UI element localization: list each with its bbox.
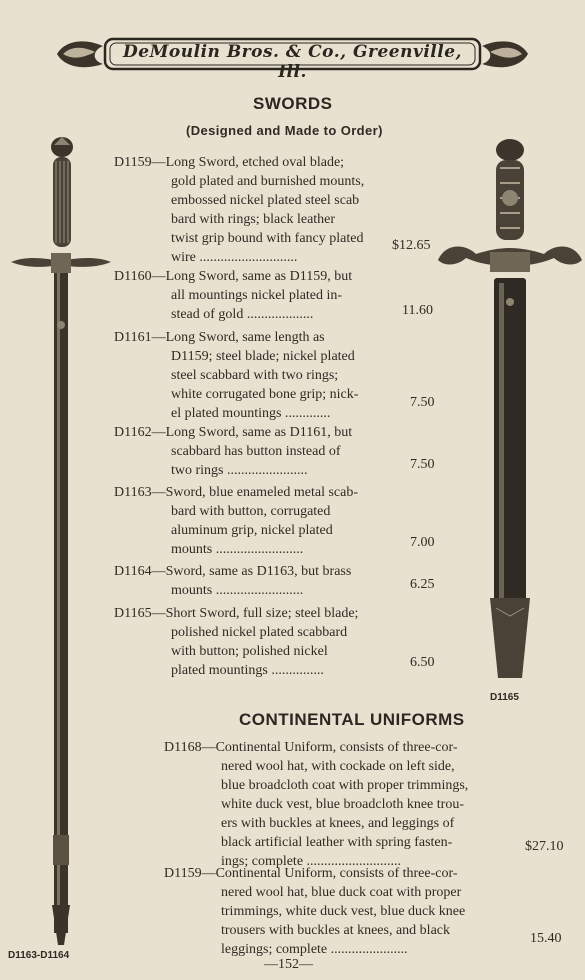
caption-right-sword: D1165 <box>490 692 519 703</box>
price-D1168: $27.10 <box>525 839 564 854</box>
price-D1164: 6.25 <box>410 577 435 592</box>
uniforms-heading: CONTINENTAL UNIFORMS <box>239 710 465 729</box>
short-sword-illustration <box>436 138 584 693</box>
swords-heading: SWORDS <box>253 94 333 113</box>
entry-D1164: D1164—Sword, same as D1163, but brass mounts ......................... <box>114 564 352 598</box>
price-D1162: 7.50 <box>410 457 435 472</box>
caption-left-sword: D1163-D1164 <box>8 950 70 961</box>
header-banner <box>55 36 530 82</box>
price-D1163: 7.00 <box>410 535 435 550</box>
price-D1159: $12.65 <box>392 238 431 253</box>
page-number: —152— <box>264 957 313 972</box>
entry-D1168: D1168—Continental Uniform, consists of three-cor- nered wool hat, with cockade on left side, blue broadcloth coat with proper trimmings, white duck vest, blue broadcloth knee trou- ers with buckles at knees, and leggings of black artificial leather with spring fasten- ings; complete ........................... <box>164 740 469 869</box>
long-sword-illustration <box>8 135 113 950</box>
entry-D1162: D1162—Long Sword, same as D1161, but scabbard has button instead of two rings ....................... <box>114 425 353 478</box>
entry-D1159-uniform: D1159—Continental Uniform, consists of three-cor- nered wool hat, blue duck coat with proper trimmings, white duck vest, blue duck knee trousers with buckles at knees, and black leggings; complete ...................... <box>164 866 466 957</box>
price-D1165: 6.50 <box>410 655 435 670</box>
price-D1159-uniform: 15.40 <box>530 931 562 946</box>
swords-subheading: (Designed and Made to Order) <box>186 123 383 138</box>
price-D1160: 11.60 <box>402 303 433 318</box>
entry-D1159: D1159—Long Sword, etched oval blade; gold plated and burnished mounts, embossed nickel plated steel scab bard with rings; black leather twist grip bound with fancy plated wire ............................ <box>114 155 365 265</box>
banner-title: DeMoulin Bros. & Co., Greenville, Ill. <box>123 42 462 82</box>
entry-D1165: D1165—Short Sword, full size; steel blade; polished nickel plated scabbard with button; polished nickel plated mountings ............... <box>114 606 359 678</box>
price-D1161: 7.50 <box>410 395 435 410</box>
entry-D1161: D1161—Long Sword, same length as D1159; steel blade; nickel plated steel scabbard with two rings; white corrugated bone grip; nick- el plated mountings ............. <box>114 330 359 421</box>
entry-D1163: D1163—Sword, blue enameled metal scab- bard with button, corrugated aluminum grip, nickel plated mounts ......................... <box>114 485 359 557</box>
entry-D1160: D1160—Long Sword, same as D1159, but all mountings nickel plated in- stead of gold ................... <box>114 269 353 322</box>
